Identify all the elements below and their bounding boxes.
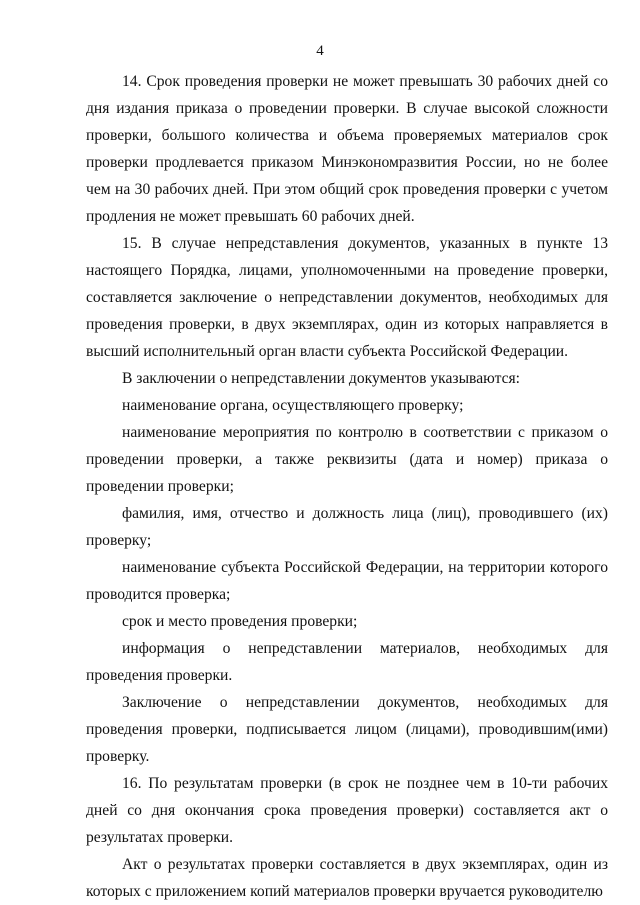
page-number: 4 — [316, 43, 324, 59]
conclusion-signature-paragraph: Заключение о непредставлении документов, необходимых для проведения проверки, подписывается лицом (лицами), проводившим(ими) проверку. — [86, 694, 608, 765]
list-item-subject-name: наименование субъекта Российской Федерации, на территории которого проводится проверка; — [86, 559, 608, 603]
list-item-missing-materials: информация о непредставлении материалов, необходимых для проведения проверки. — [86, 640, 608, 684]
list-item-measure-name: наименование мероприятия по контролю в соответствии с приказом о проведении проверки, а также реквизиты (дата и номер) приказа о проведении проверки; — [86, 424, 608, 495]
list-item-inspector-name: фамилия, имя, отчество и должность лица (лиц), проводившего (их) проверку; — [86, 505, 608, 549]
list-item-term-place: срок и место проведения проверки; — [122, 613, 358, 630]
paragraph-16: 16. По результатам проверки (в срок не позднее чем в 10-ти рабочих дней со дня окончания срока проведения проверки) составляется акт о результатах проверки. — [86, 775, 608, 846]
conclusion-intro: В заключении о непредставлении документов указываются: — [122, 370, 521, 387]
paragraph-14: 14. Срок проведения проверки не может превышать 30 рабочих дней со дня издания приказа о проведении проверки. В случае высокой сложности проверки, большого количества и объема проверяемых материалов срок проверки продлевается приказом Минэкономразвития России, но не более чем на 30 рабочих дней. При этом общий срок проведения проверки с учетом продления не может превышать 60 рабочих дней. — [86, 73, 608, 225]
document-body — [86, 68, 608, 905]
act-copies-paragraph: Акт о результатах проверки составляется в двух экземплярах, один из которых с приложением копий материалов проверки вручается руководителю — [86, 856, 608, 900]
list-item-organ-name: наименование органа, осуществляющего проверку; — [122, 397, 464, 414]
paragraph-15: 15. В случае непредставления документов, указанных в пункте 13 настоящего Порядка, лицами, уполномоченными на проведение проверки, составляется заключение о непредставлении документов, необходимых для проведения проверки, в двух экземплярах, один из которых направляется в высший исполнительный орган власти субъекта Российской Федерации. — [86, 235, 608, 360]
